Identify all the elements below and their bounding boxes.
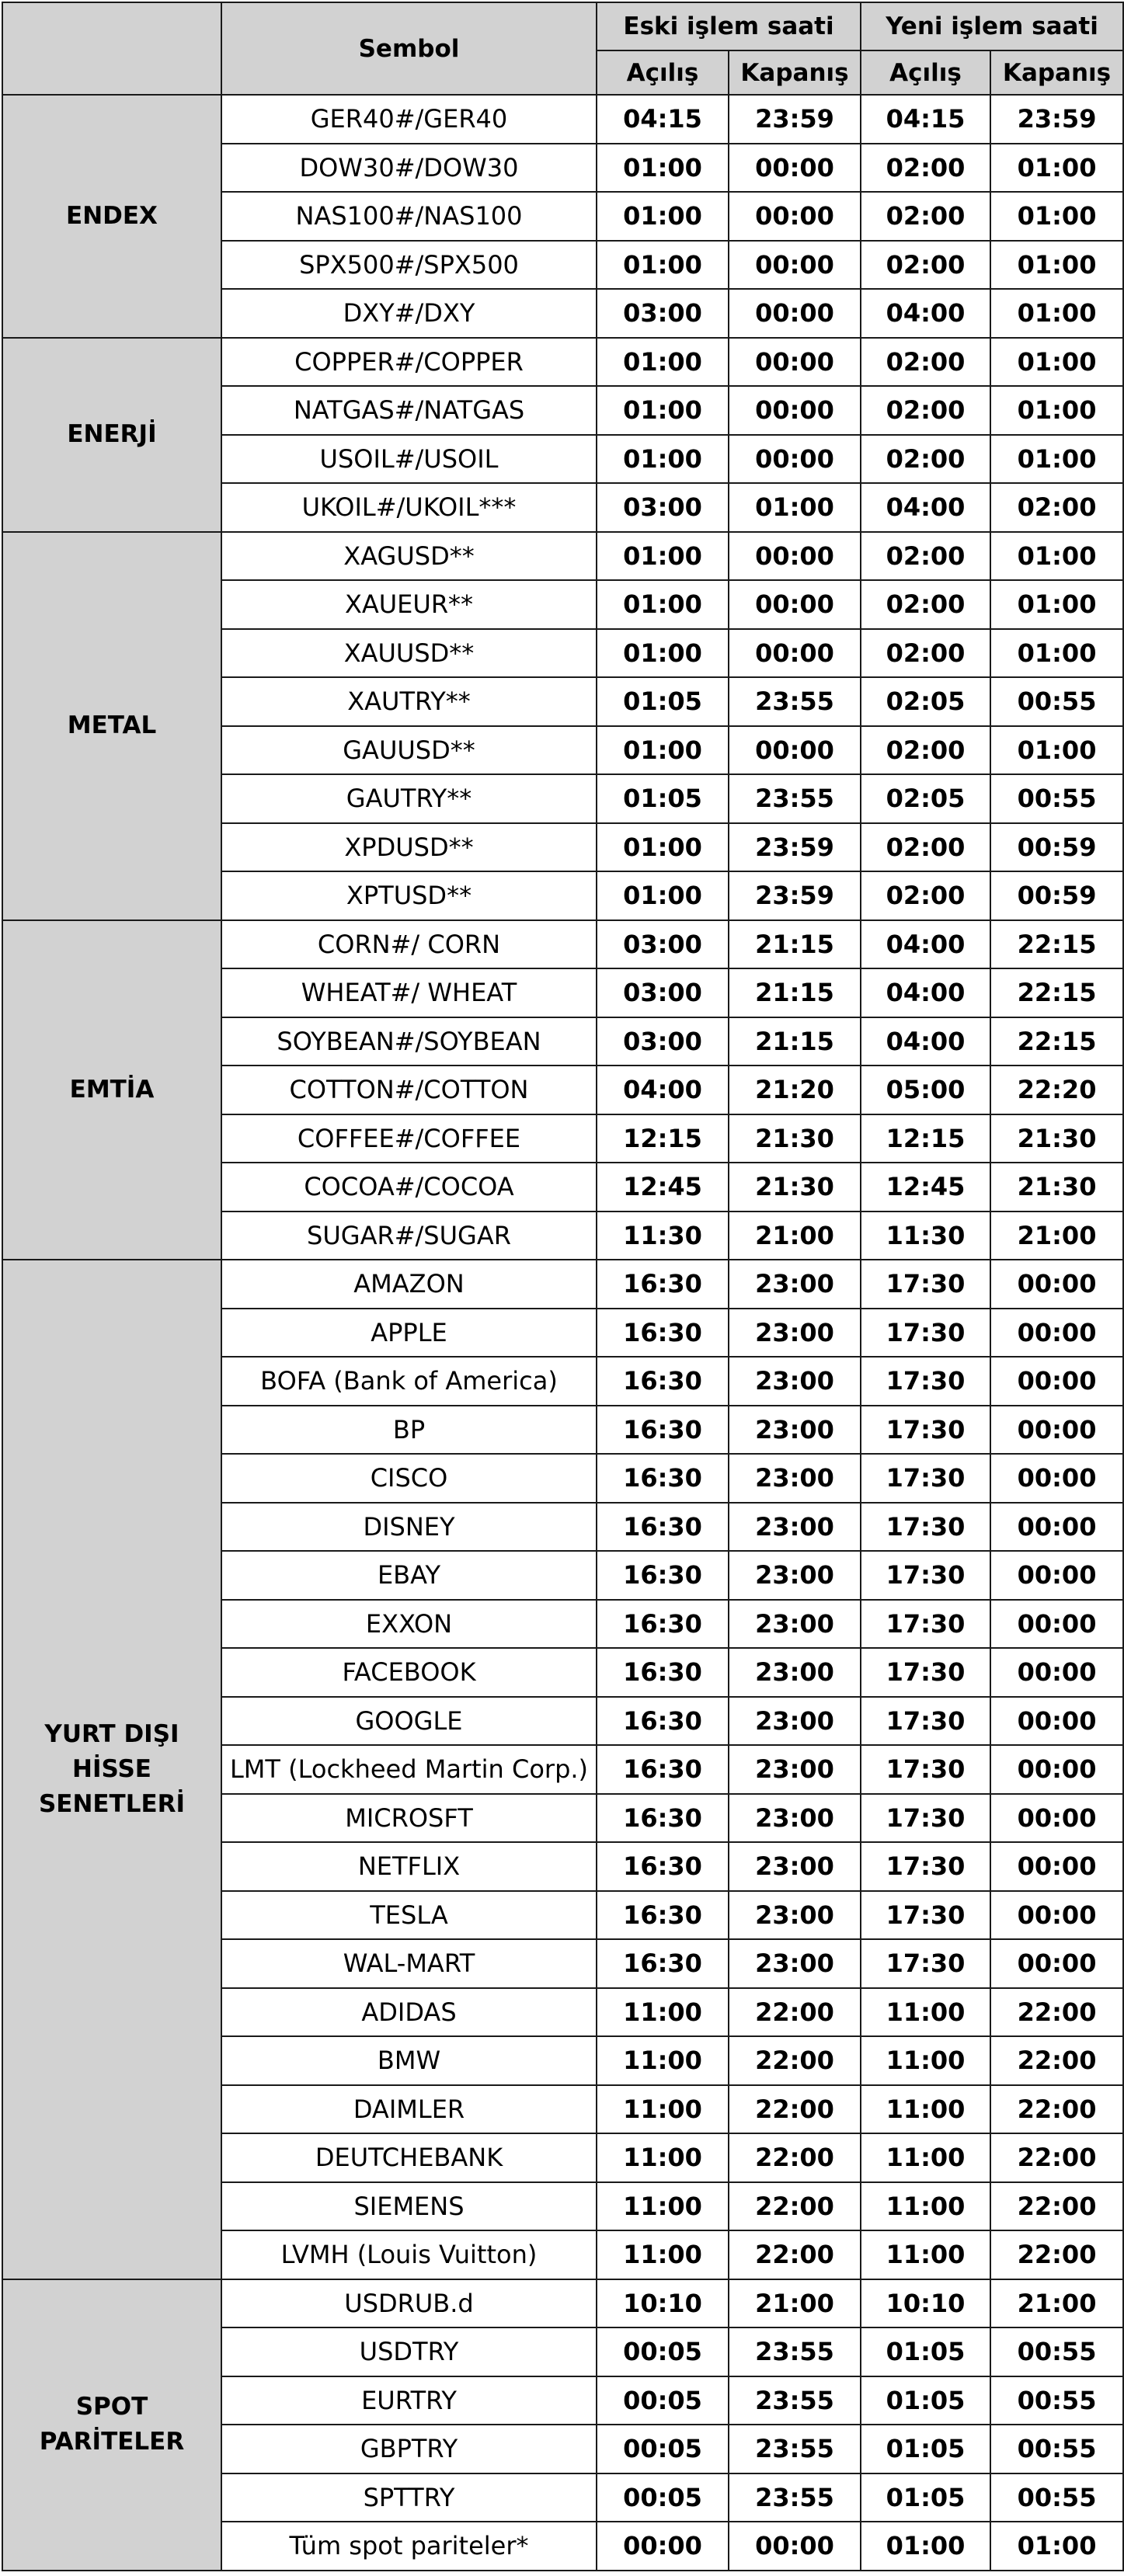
new-open-time: 11:00: [861, 2230, 990, 2279]
symbol-cell: GAUUSD**: [221, 726, 597, 775]
old-open-time: 12:45: [597, 1163, 729, 1212]
old-open-time: 11:00: [597, 2230, 729, 2279]
symbol-cell: NETFLIX: [221, 1842, 597, 1891]
new-open-time: 17:30: [861, 1503, 990, 1552]
old-open-time: 01:00: [597, 629, 729, 678]
old-close-time: 23:59: [729, 95, 861, 144]
category-cell: ENERJİ: [2, 338, 221, 532]
symbol-cell: LMT (Lockheed Martin Corp.): [221, 1745, 597, 1794]
symbol-cell: TESLA: [221, 1891, 597, 1940]
new-open-time: 04:00: [861, 483, 990, 532]
old-open-time: 16:30: [597, 1697, 729, 1746]
new-open-time: 11:00: [861, 2036, 990, 2085]
symbol-cell: XAGUSD**: [221, 532, 597, 581]
new-close-time: 00:55: [990, 677, 1123, 726]
symbol-cell: WAL-MART: [221, 1939, 597, 1988]
new-open-time: 02:00: [861, 823, 990, 872]
old-hours-header: Eski işlem saati: [597, 2, 861, 50]
old-open-time: 16:30: [597, 1939, 729, 1988]
new-open-time: 02:00: [861, 532, 990, 581]
old-open-time: 16:30: [597, 1648, 729, 1697]
symbol-header: Sembol: [221, 2, 597, 95]
new-close-time: 01:00: [990, 629, 1123, 678]
new-close-time: 00:00: [990, 1260, 1123, 1309]
symbol-cell: COFFEE#/COFFEE: [221, 1114, 597, 1163]
table-row: [2, 338, 1123, 387]
old-open-header: Açılış: [597, 50, 729, 95]
old-open-time: 03:00: [597, 483, 729, 532]
new-close-time: 23:59: [990, 95, 1123, 144]
symbol-cell: USDTRY: [221, 2327, 597, 2376]
category-cell: SPOT PARİTELER: [2, 2279, 221, 2571]
new-open-time: 02:05: [861, 774, 990, 823]
old-close-time: 23:00: [729, 1939, 861, 1988]
new-close-time: 01:00: [990, 726, 1123, 775]
old-open-time: 01:05: [597, 774, 729, 823]
old-close-time: 00:00: [729, 386, 861, 435]
old-close-time: 21:15: [729, 920, 861, 969]
symbol-cell: SUGAR#/SUGAR: [221, 1212, 597, 1260]
old-open-time: 10:10: [597, 2279, 729, 2328]
symbol-cell: BOFA (Bank of America): [221, 1357, 597, 1406]
old-close-time: 21:15: [729, 968, 861, 1017]
symbol-cell: COTTON#/COTTON: [221, 1066, 597, 1114]
category-cell: ENDEX: [2, 95, 221, 338]
old-open-time: 00:05: [597, 2376, 729, 2425]
old-open-time: 11:00: [597, 2085, 729, 2134]
new-close-time: 01:00: [990, 144, 1123, 193]
symbol-cell: XAUTRY**: [221, 677, 597, 726]
symbol-cell: COPPER#/COPPER: [221, 338, 597, 387]
old-close-time: 21:00: [729, 1212, 861, 1260]
new-open-time: 17:30: [861, 1357, 990, 1406]
old-open-time: 01:00: [597, 386, 729, 435]
new-open-time: 17:30: [861, 1745, 990, 1794]
old-close-time: 23:00: [729, 1648, 861, 1697]
new-open-time: 17:30: [861, 1697, 990, 1746]
old-close-time: 22:00: [729, 2230, 861, 2279]
new-open-time: 11:00: [861, 2085, 990, 2134]
new-open-time: 17:30: [861, 1648, 990, 1697]
new-close-time: 00:00: [990, 1648, 1123, 1697]
new-close-time: 01:00: [990, 289, 1123, 338]
symbol-cell: SPX500#/SPX500: [221, 241, 597, 290]
symbol-cell: Tüm spot pariteler*: [221, 2522, 597, 2571]
symbol-cell: XAUEUR**: [221, 580, 597, 629]
new-open-time: 01:05: [861, 2327, 990, 2376]
old-open-time: 03:00: [597, 968, 729, 1017]
old-close-time: 00:00: [729, 192, 861, 241]
symbol-cell: USOIL#/USOIL: [221, 435, 597, 484]
new-close-time: 22:15: [990, 968, 1123, 1017]
old-close-time: 23:00: [729, 1260, 861, 1309]
new-close-time: 01:00: [990, 192, 1123, 241]
symbol-cell: EXXON: [221, 1600, 597, 1649]
new-open-time: 17:30: [861, 1309, 990, 1358]
symbol-cell: XAUUSD**: [221, 629, 597, 678]
symbol-cell: SOYBEAN#/SOYBEAN: [221, 1017, 597, 1066]
new-open-time: 02:00: [861, 144, 990, 193]
old-open-time: 11:30: [597, 1212, 729, 1260]
old-close-time: 23:00: [729, 1406, 861, 1455]
symbol-cell: AMAZON: [221, 1260, 597, 1309]
symbol-cell: EBAY: [221, 1551, 597, 1600]
old-close-time: 00:00: [729, 629, 861, 678]
symbol-cell: GBPTRY: [221, 2425, 597, 2473]
old-open-time: 16:30: [597, 1406, 729, 1455]
new-close-time: 00:00: [990, 1697, 1123, 1746]
new-open-time: 02:00: [861, 580, 990, 629]
new-close-time: 00:00: [990, 1891, 1123, 1940]
new-close-time: 01:00: [990, 580, 1123, 629]
new-close-time: 00:59: [990, 871, 1123, 920]
old-open-time: 00:00: [597, 2522, 729, 2571]
new-open-time: 17:30: [861, 1794, 990, 1843]
old-open-time: 16:30: [597, 1309, 729, 1358]
new-close-time: 22:00: [990, 2182, 1123, 2231]
symbol-cell: GOOGLE: [221, 1697, 597, 1746]
symbol-cell: DOW30#/DOW30: [221, 144, 597, 193]
symbol-cell: NATGAS#/NATGAS: [221, 386, 597, 435]
symbol-cell: BMW: [221, 2036, 597, 2085]
new-close-time: 00:55: [990, 2376, 1123, 2425]
new-open-time: 02:00: [861, 386, 990, 435]
old-open-time: 03:00: [597, 920, 729, 969]
new-open-time: 17:30: [861, 1939, 990, 1988]
old-open-time: 11:00: [597, 2133, 729, 2182]
old-open-time: 01:00: [597, 532, 729, 581]
old-open-time: 03:00: [597, 1017, 729, 1066]
old-open-time: 01:00: [597, 871, 729, 920]
new-close-time: 00:55: [990, 2473, 1123, 2522]
old-close-time: 23:00: [729, 1454, 861, 1503]
table-body: [2, 95, 1123, 2571]
symbol-cell: ADIDAS: [221, 1988, 597, 2037]
old-close-time: 21:00: [729, 2279, 861, 2328]
old-open-time: 16:30: [597, 1745, 729, 1794]
old-open-time: 11:00: [597, 2036, 729, 2085]
new-close-time: 21:30: [990, 1114, 1123, 1163]
old-close-time: 21:20: [729, 1066, 861, 1114]
trading-hours-table: [2, 2, 1124, 2571]
old-close-time: 22:00: [729, 1988, 861, 2037]
new-close-time: 00:00: [990, 1551, 1123, 1600]
new-close-time: 22:00: [990, 2036, 1123, 2085]
old-close-time: 01:00: [729, 483, 861, 532]
old-close-time: 23:00: [729, 1794, 861, 1843]
new-open-time: 04:15: [861, 95, 990, 144]
new-open-time: 01:00: [861, 2522, 990, 2571]
symbol-cell: DAIMLER: [221, 2085, 597, 2134]
new-open-time: 11:00: [861, 2182, 990, 2231]
old-close-time: 23:55: [729, 2473, 861, 2522]
old-open-time: 16:30: [597, 1794, 729, 1843]
symbol-cell: COCOA#/COCOA: [221, 1163, 597, 1212]
old-close-time: 23:00: [729, 1357, 861, 1406]
category-header-blank: [2, 2, 221, 95]
new-open-time: 11:00: [861, 2133, 990, 2182]
old-close-time: 23:00: [729, 1309, 861, 1358]
old-close-time: 00:00: [729, 289, 861, 338]
old-open-time: 16:30: [597, 1891, 729, 1940]
old-close-time: 22:00: [729, 2182, 861, 2231]
old-close-time: 23:00: [729, 1503, 861, 1552]
symbol-cell: SIEMENS: [221, 2182, 597, 2231]
new-open-time: 02:00: [861, 871, 990, 920]
old-open-time: 16:30: [597, 1551, 729, 1600]
new-close-time: 22:20: [990, 1066, 1123, 1114]
symbol-cell: XPDUSD**: [221, 823, 597, 872]
symbol-cell: SPTTRY: [221, 2473, 597, 2522]
old-open-time: 01:00: [597, 338, 729, 387]
new-close-time: 00:55: [990, 2327, 1123, 2376]
symbol-cell: LVMH (Louis Vuitton): [221, 2230, 597, 2279]
old-open-time: 01:00: [597, 241, 729, 290]
symbol-cell: NAS100#/NAS100: [221, 192, 597, 241]
new-open-time: 02:00: [861, 241, 990, 290]
new-close-time: 00:00: [990, 1842, 1123, 1891]
symbol-cell: MICROSFT: [221, 1794, 597, 1843]
category-cell: [2, 1260, 221, 2279]
new-open-time: 04:00: [861, 968, 990, 1017]
new-open-time: 17:30: [861, 1891, 990, 1940]
old-close-time: 00:00: [729, 726, 861, 775]
new-open-time: 02:00: [861, 435, 990, 484]
old-close-time: 21:30: [729, 1163, 861, 1212]
symbol-cell: DXY#/DXY: [221, 289, 597, 338]
old-open-time: 01:00: [597, 580, 729, 629]
old-close-time: 23:55: [729, 677, 861, 726]
new-open-time: 11:00: [861, 1988, 990, 2037]
old-close-time: 00:00: [729, 2522, 861, 2571]
category-cell: EMTİA: [2, 920, 221, 1260]
table-header: [2, 2, 1123, 95]
table-row: [2, 920, 1123, 969]
new-close-time: 00:00: [990, 1357, 1123, 1406]
old-close-time: 21:15: [729, 1017, 861, 1066]
new-close-time: 00:00: [990, 1794, 1123, 1843]
category-label-line: YURT DIŞI HİSSE: [44, 1719, 179, 1783]
old-close-time: 23:59: [729, 823, 861, 872]
new-close-time: 00:55: [990, 2425, 1123, 2473]
new-close-time: 00:55: [990, 774, 1123, 823]
old-open-time: 01:00: [597, 726, 729, 775]
symbol-cell: EURTRY: [221, 2376, 597, 2425]
old-open-time: 01:00: [597, 435, 729, 484]
new-open-time: 11:30: [861, 1212, 990, 1260]
new-close-time: 01:00: [990, 338, 1123, 387]
old-open-time: 00:05: [597, 2473, 729, 2522]
new-open-time: 12:15: [861, 1114, 990, 1163]
new-close-time: 22:15: [990, 920, 1123, 969]
symbol-cell: CORN#/ CORN: [221, 920, 597, 969]
new-open-time: 17:30: [861, 1600, 990, 1649]
new-open-time: 17:30: [861, 1260, 990, 1309]
table-row: [2, 1260, 1123, 1309]
new-close-time: 22:15: [990, 1017, 1123, 1066]
new-open-time: 04:00: [861, 920, 990, 969]
new-open-time: 17:30: [861, 1406, 990, 1455]
new-close-time: 01:00: [990, 532, 1123, 581]
old-open-time: 16:30: [597, 1842, 729, 1891]
new-close-time: 22:00: [990, 2133, 1123, 2182]
symbol-cell: USDRUB.d: [221, 2279, 597, 2328]
old-close-time: 23:55: [729, 2425, 861, 2473]
new-close-time: 01:00: [990, 386, 1123, 435]
new-open-time: 01:05: [861, 2376, 990, 2425]
new-close-time: 01:00: [990, 241, 1123, 290]
new-close-time: 00:00: [990, 1600, 1123, 1649]
old-close-time: 00:00: [729, 580, 861, 629]
new-close-time: 21:00: [990, 2279, 1123, 2328]
symbol-cell: UKOIL#/UKOIL***: [221, 483, 597, 532]
symbol-cell: XPTUSD**: [221, 871, 597, 920]
new-close-time: 21:00: [990, 1212, 1123, 1260]
new-close-time: 00:00: [990, 1454, 1123, 1503]
new-close-header: Kapanış: [990, 50, 1123, 95]
old-open-time: 16:30: [597, 1503, 729, 1552]
new-close-time: 22:00: [990, 2230, 1123, 2279]
old-open-time: 04:00: [597, 1066, 729, 1114]
symbol-cell: FACEBOOK: [221, 1648, 597, 1697]
symbol-cell: DEUTCHEBANK: [221, 2133, 597, 2182]
new-open-time: 01:05: [861, 2425, 990, 2473]
new-open-time: 02:00: [861, 192, 990, 241]
old-close-time: 00:00: [729, 338, 861, 387]
old-close-time: 00:00: [729, 144, 861, 193]
old-close-time: 21:30: [729, 1114, 861, 1163]
old-close-time: 23:59: [729, 871, 861, 920]
new-close-time: 00:00: [990, 1503, 1123, 1552]
symbol-cell: GAUTRY**: [221, 774, 597, 823]
new-open-time: 10:10: [861, 2279, 990, 2328]
old-open-time: 04:15: [597, 95, 729, 144]
new-open-time: 04:00: [861, 1017, 990, 1066]
new-open-time: 01:05: [861, 2473, 990, 2522]
new-close-time: 02:00: [990, 483, 1123, 532]
old-close-time: 00:00: [729, 435, 861, 484]
old-open-time: 16:30: [597, 1357, 729, 1406]
old-close-header: Kapanış: [729, 50, 861, 95]
new-close-time: 00:00: [990, 1745, 1123, 1794]
symbol-cell: GER40#/GER40: [221, 95, 597, 144]
new-open-time: 05:00: [861, 1066, 990, 1114]
old-close-time: 23:00: [729, 1891, 861, 1940]
old-close-time: 23:55: [729, 2327, 861, 2376]
new-close-time: 22:00: [990, 1988, 1123, 2037]
new-open-time: 04:00: [861, 289, 990, 338]
old-close-time: 23:55: [729, 774, 861, 823]
old-open-time: 12:15: [597, 1114, 729, 1163]
old-open-time: 16:30: [597, 1454, 729, 1503]
new-close-time: 22:00: [990, 2085, 1123, 2134]
table-row: [2, 95, 1123, 144]
new-close-time: 00:59: [990, 823, 1123, 872]
symbol-cell: WHEAT#/ WHEAT: [221, 968, 597, 1017]
new-close-time: 00:00: [990, 1406, 1123, 1455]
old-open-time: 16:30: [597, 1260, 729, 1309]
symbol-cell: CISCO: [221, 1454, 597, 1503]
symbol-cell: DISNEY: [221, 1503, 597, 1552]
old-open-time: 01:00: [597, 192, 729, 241]
new-open-header: Açılış: [861, 50, 990, 95]
table-row: [2, 532, 1123, 581]
old-open-time: 01:00: [597, 823, 729, 872]
new-close-time: 00:00: [990, 1309, 1123, 1358]
new-open-time: 17:30: [861, 1842, 990, 1891]
new-close-time: 21:30: [990, 1163, 1123, 1212]
old-close-time: 22:00: [729, 2133, 861, 2182]
new-open-time: 17:30: [861, 1551, 990, 1600]
new-open-time: 12:45: [861, 1163, 990, 1212]
old-open-time: 01:05: [597, 677, 729, 726]
table-row: [2, 2279, 1123, 2328]
new-open-time: 02:05: [861, 677, 990, 726]
symbol-cell: BP: [221, 1406, 597, 1455]
old-close-time: 23:00: [729, 1842, 861, 1891]
category-label-line: SENETLERİ: [38, 1789, 186, 1818]
old-close-time: 23:55: [729, 2376, 861, 2425]
old-open-time: 00:05: [597, 2425, 729, 2473]
new-close-time: 00:00: [990, 1939, 1123, 1988]
old-open-time: 00:05: [597, 2327, 729, 2376]
new-hours-header: Yeni işlem saati: [861, 2, 1123, 50]
new-close-time: 01:00: [990, 2522, 1123, 2571]
old-open-time: 03:00: [597, 289, 729, 338]
old-close-time: 00:00: [729, 241, 861, 290]
new-open-time: 02:00: [861, 726, 990, 775]
symbol-cell: APPLE: [221, 1309, 597, 1358]
new-close-time: 01:00: [990, 435, 1123, 484]
old-open-time: 16:30: [597, 1600, 729, 1649]
new-open-time: 02:00: [861, 629, 990, 678]
old-open-time: 11:00: [597, 1988, 729, 2037]
category-cell: METAL: [2, 532, 221, 920]
old-open-time: 01:00: [597, 144, 729, 193]
new-open-time: 17:30: [861, 1454, 990, 1503]
old-close-time: 22:00: [729, 2085, 861, 2134]
old-close-time: 23:00: [729, 1697, 861, 1746]
old-close-time: 23:00: [729, 1600, 861, 1649]
old-open-time: 11:00: [597, 2182, 729, 2231]
old-close-time: 22:00: [729, 2036, 861, 2085]
new-open-time: 02:00: [861, 338, 990, 387]
old-close-time: 23:00: [729, 1551, 861, 1600]
old-close-time: 23:00: [729, 1745, 861, 1794]
old-close-time: 00:00: [729, 532, 861, 581]
